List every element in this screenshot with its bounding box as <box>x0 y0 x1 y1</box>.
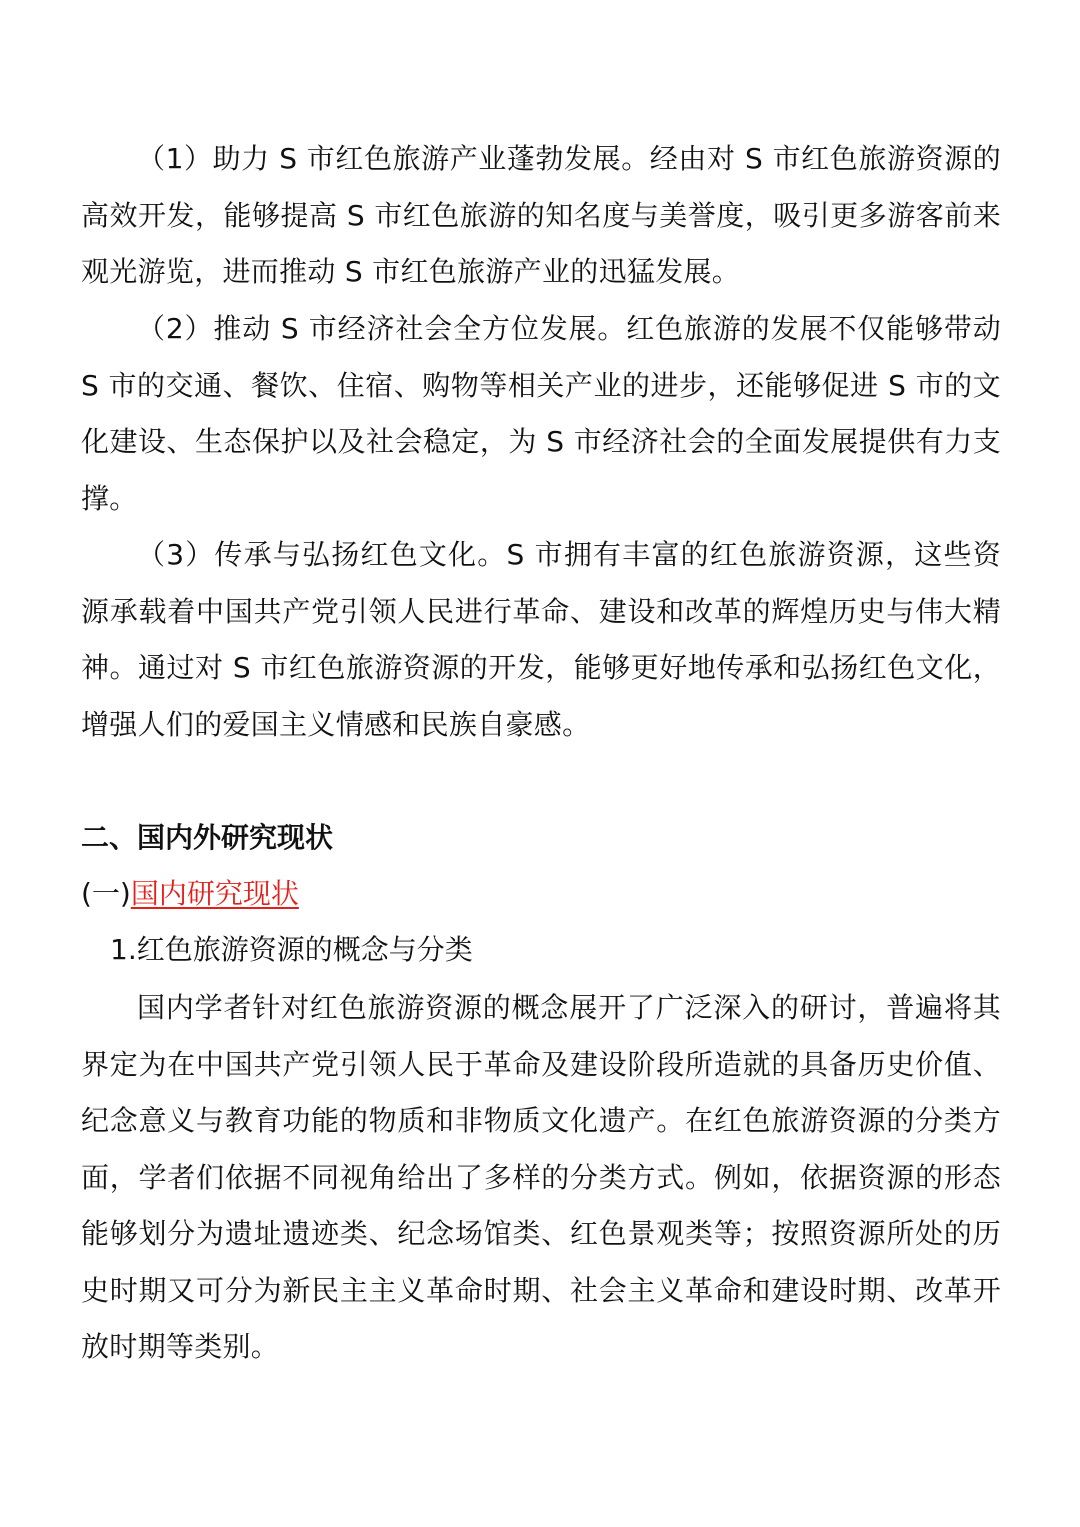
subsection-heading <box>81 870 299 918</box>
subsection-prefix: (一) <box>81 877 131 910</box>
subsubsection-heading: 1.红色旅游资源的概念与分类 <box>110 933 473 966</box>
paragraph-1: （1）助力 S 市红色旅游产业蓬勃发展。经由对 S 市红色旅游资源的高效开发，能够提高 S 市红色旅游的知名度与美誉度，吸引更多游客前来观光游览，进而推动 S 市红色旅游产业的迅猛发展。 <box>81 142 1001 288</box>
subsection-link[interactable]: 国内研究现状 <box>130 877 299 910</box>
paragraph-3: （3）传承与弘扬红色文化。S 市拥有丰富的红色旅游资源，这些资源承载着中国共产党引领人民进行革命、建设和改革的辉煌历史与伟大精神。通过对 S 市红色旅游资源的开发，能够更好地传承和弘扬红色文化，增强人们的爱国主义情感和民族自豪感。 <box>81 538 1001 741</box>
paragraph-4: 国内学者针对红色旅游资源的概念展开了广泛深入的研讨，普遍将其界定为在中国共产党引领人民于革命及建设阶段所造就的具备历史价值、纪念意义与教育功能的物质和非物质文化遗产。在红色旅游资源的分类方面，学者们依据不同视角给出了多样的分类方式。例如，依据资源的形态能够划分为遗址遗迹类、纪念场馆类、红色景观类等；按照资源所处的历史时期又可分为新民主主义革命时期、社会主义革命和建设时期、改革开放时期等类别。 <box>81 991 1001 1363</box>
section-heading: 二、国内外研究现状 <box>81 821 334 854</box>
paragraph-2: （2）推动 S 市经济社会全方位发展。红色旅游的发展不仅能够带动 S 市的交通、餐饮、住宿、购物等相关产业的进步，还能够促进 S 市的文化建设、生态保护以及社会稳定，为 S 市经济社会的全面发展提供有力支撑。 <box>81 312 1001 515</box>
